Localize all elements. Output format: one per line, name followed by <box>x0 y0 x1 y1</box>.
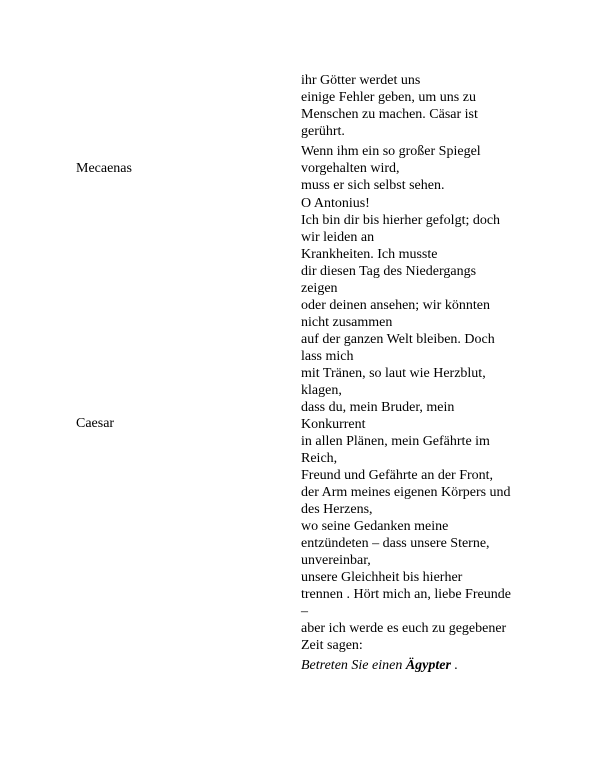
dialogue-line: wir leiden an <box>301 230 375 245</box>
dialogue-line: zeigen <box>301 281 338 296</box>
speaker-name-mecaenas: Mecaenas <box>76 161 132 176</box>
dialogue-line: einige Fehler geben, um uns zu <box>301 90 476 105</box>
dialogue-line: Konkurrent <box>301 417 366 432</box>
dialogue-line: Reich, <box>301 451 338 466</box>
dialogue-block-mecaenas <box>301 143 533 194</box>
stage-direction <box>301 657 533 674</box>
stage-direction-character: Ägypter <box>405 658 451 673</box>
dialogue-line: vorgehalten wird, <box>301 161 400 176</box>
dialogue-block-caesar <box>301 195 533 674</box>
dialogue-line: ihr Götter werdet uns <box>301 73 421 88</box>
dialogue-line: dir diesen Tag des Niedergangs <box>301 264 477 279</box>
dialogue-line: klagen, <box>301 383 342 398</box>
dialogue-line: nicht zusammen <box>301 315 393 330</box>
dialogue-line: Zeit sagen: <box>301 638 363 653</box>
speaker-name-caesar: Caesar <box>76 416 115 431</box>
dialogue-line: Wenn ihm ein so großer Spiegel <box>301 144 481 159</box>
dialogue-line: – <box>301 604 308 619</box>
stage-direction-text: Betreten Sie einen <box>301 658 406 673</box>
dialogue-line: in allen Plänen, mein Gefährte im <box>301 434 490 449</box>
dialogue-line: entzündeten – dass unsere Sterne, <box>301 536 490 551</box>
dialogue-line: trennen . Hört mich an, liebe Freunde <box>301 587 511 602</box>
dialogue-line: dass du, mein Bruder, mein <box>301 400 455 415</box>
dialogue-line: mit Tränen, so laut wie Herzblut, <box>301 366 486 381</box>
dialogue-line: auf der ganzen Welt bleiben. Doch <box>301 332 495 347</box>
stage-direction-end: . <box>450 658 458 673</box>
dialogue-line: unsere Gleichheit bis hierher <box>301 570 463 585</box>
dialogue-line: oder deinen ansehen; wir könnten <box>301 298 490 313</box>
dialogue-line: muss er sich selbst sehen. <box>301 178 445 193</box>
dialogue-line: Menschen zu machen. Cäsar ist <box>301 107 478 122</box>
dialogue-line: lass mich <box>301 349 354 364</box>
dialogue-line: gerührt. <box>301 124 345 139</box>
dialogue-line: O Antonius! <box>301 196 370 211</box>
dialogue-line: aber ich werde es euch zu gegebener <box>301 621 507 636</box>
dialogue-line: unvereinbar, <box>301 553 371 568</box>
dialogue-line: des Herzens, <box>301 502 373 517</box>
dialogue-line: Freund und Gefährte an der Front, <box>301 468 494 483</box>
dialogue-block-continuation <box>301 72 533 140</box>
dialogue-line: wo seine Gedanken meine <box>301 519 449 534</box>
dialogue-line: Krankheiten. Ich musste <box>301 247 438 262</box>
dialogue-line: Ich bin dir bis hierher gefolgt; doch <box>301 213 501 228</box>
dialogue-line: der Arm meines eigenen Körpers und <box>301 485 511 500</box>
